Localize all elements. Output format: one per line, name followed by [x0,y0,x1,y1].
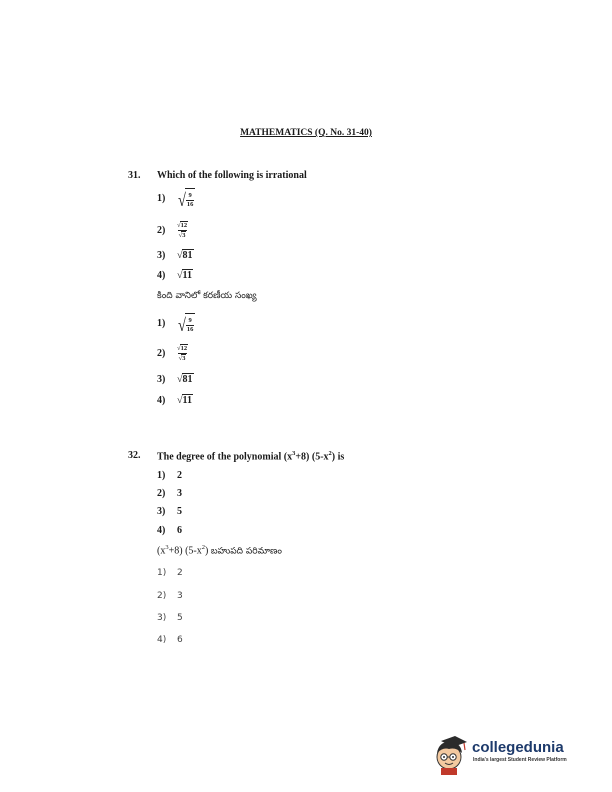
q31-option-3-repeat: 3) √ 81 [157,373,193,385]
q32-option-2-repeat: 2) 3 [157,591,183,601]
q31-option-2-repeat: 2) √ 12 √ 3 [157,345,188,362]
q31-option-4: 4) √ 11 [157,269,192,281]
collegedunia-mascot-icon [431,733,471,777]
collegedunia-logo-text: collegedunia [472,739,564,756]
q32-option-3-repeat: 3) 5 [157,613,183,623]
question-32-text: The degree of the polynomial $(x^3+8)$ $(5-x^2)$ is [157,450,345,463]
q31-option-3: 3) √ 81 [157,249,193,261]
q31-telugu-text: కింది వానిలో కరణీయ సంఖ్య [157,291,257,301]
q32-option-4: 4) 6 [157,525,182,536]
q32-option-3: 3) 5 [157,506,182,517]
q32-option-1: 1) 2 [157,470,182,481]
q31-option-1-repeat: 1) √ $\frac{9}{16}$ [157,315,194,335]
collegedunia-tagline: India's largest Student Review Platform [473,757,567,763]
q32-option-4-repeat: 4) 6 [157,635,183,645]
question-32-number: 32. [128,450,141,461]
q31-option-1: 1) √ $\frac{9}{16}$ [157,190,194,210]
q31-option-4-repeat: 4) √ 11 [157,394,192,406]
q31-option-2: 2) √ 12 √ 3 [157,222,188,239]
q32-option-2: 2) 3 [157,488,182,499]
q32-option-1-repeat: 1) 2 [157,568,183,578]
page-title: MATHEMATICS (Q. No. 31-40) [240,128,372,138]
question-31-number: 31. [128,170,141,181]
question-31-text: Which of the following is irrational [157,170,307,181]
q32-telugu-text: $(x^3+8)$ $(5-x^2)$ బహుపది పరిమాణం [157,544,282,557]
